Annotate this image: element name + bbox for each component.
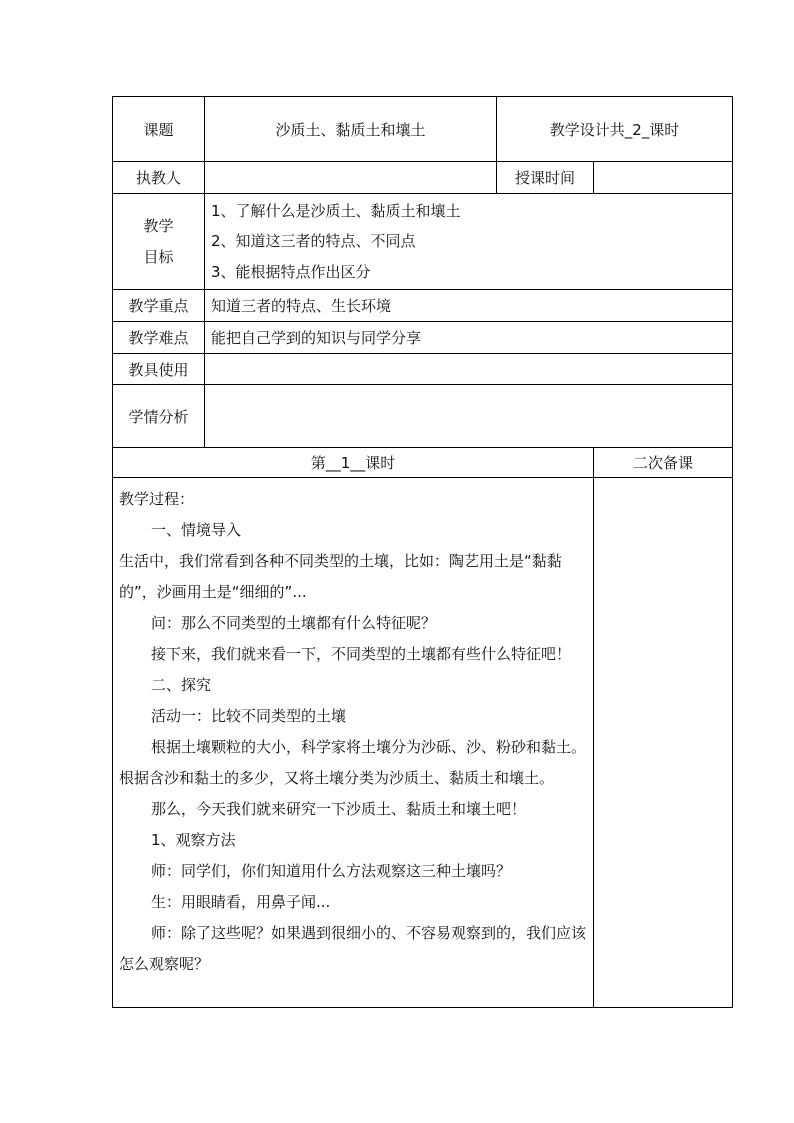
process-paragraph: 二、探究 <box>151 676 212 694</box>
second-prep-notes[interactable] <box>594 478 733 1008</box>
row-analysis <box>113 385 733 448</box>
topic-value: 沙质土、黏质土和壤土 <box>205 97 497 162</box>
row-tools <box>113 354 733 385</box>
lesson-number: 第__1__课时 <box>113 448 594 478</box>
process-paragraph: 生活中，我们常看到各种不同类型的土壤，比如：陶艺用土是“黏黏的”，沙画用土是“细细的”... <box>119 552 562 601</box>
row-topic <box>113 97 733 162</box>
design-total-hours: 教学设计共_2_课时 <box>497 97 733 162</box>
process-paragraph: 那么，今天我们就来研究一下沙质土、黏质土和壤土吧！ <box>151 800 527 818</box>
process-paragraph: 活动一：比较不同类型的土壤 <box>151 707 347 725</box>
process-paragraph: 一、情境导入 <box>151 521 242 539</box>
class-time-value[interactable] <box>594 162 733 194</box>
row-lesson-header <box>113 448 733 478</box>
class-time-label: 授课时间 <box>497 162 594 194</box>
process-paragraph: 师：除了这些呢？如果遇到很细小的、不容易观察到的，我们应该怎么观察呢？ <box>119 924 587 973</box>
row-focus <box>113 290 733 322</box>
second-prep-label: 二次备课 <box>594 448 733 478</box>
process-paragraph: 1、观察方法 <box>151 831 236 849</box>
difficulty-label: 教学难点 <box>113 322 205 354</box>
objectives-label-line1: 教学 <box>143 216 174 235</box>
objective-item: 1、了解什么是沙质土、黏质土和壤土 <box>211 201 461 220</box>
objective-item: 2、知道这三者的特点、不同点 <box>211 232 416 251</box>
difficulty-value: 能把自己学到的知识与同学分享 <box>205 322 733 354</box>
lesson-plan-table <box>112 96 733 1008</box>
row-objectives <box>113 194 733 290</box>
analysis-label: 学情分析 <box>113 385 205 448</box>
focus-value: 知道三者的特点、生长环境 <box>205 290 733 322</box>
teacher-label: 执教人 <box>113 162 205 194</box>
process-paragraph: 师：同学们，你们知道用什么方法观察这三种土壤吗？ <box>151 862 512 880</box>
topic-label: 课题 <box>113 97 205 162</box>
teacher-value[interactable] <box>205 162 497 194</box>
objective-item: 3、能根据特点作出区分 <box>211 262 371 281</box>
row-process <box>113 478 733 1008</box>
row-difficulty <box>113 322 733 354</box>
process-paragraph: 教学过程： <box>119 490 195 508</box>
row-teacher <box>113 162 733 194</box>
objectives-list <box>205 194 733 290</box>
tools-value[interactable] <box>205 354 733 385</box>
objectives-label <box>113 194 205 290</box>
process-paragraph: 问：那么不同类型的土壤都有什么特征呢？ <box>151 614 437 632</box>
focus-label: 教学重点 <box>113 290 205 322</box>
process-paragraph: 生：用眼睛看，用鼻子闻... <box>151 893 331 911</box>
lesson-plan-form <box>112 96 732 1008</box>
teaching-process <box>113 478 594 1008</box>
tools-label: 教具使用 <box>113 354 205 385</box>
analysis-value[interactable] <box>205 385 733 448</box>
process-paragraph: 根据土壤颗粒的大小，科学家将土壤分为沙砾、沙、粉砂和黏土。根据含沙和黏土的多少，又将土壤分类为沙质土、黏质土和壤土。 <box>119 738 587 787</box>
objectives-label-line2: 目标 <box>143 247 174 266</box>
process-paragraph: 接下来，我们就来看一下，不同类型的土壤都有些什么特征吧！ <box>151 645 572 663</box>
